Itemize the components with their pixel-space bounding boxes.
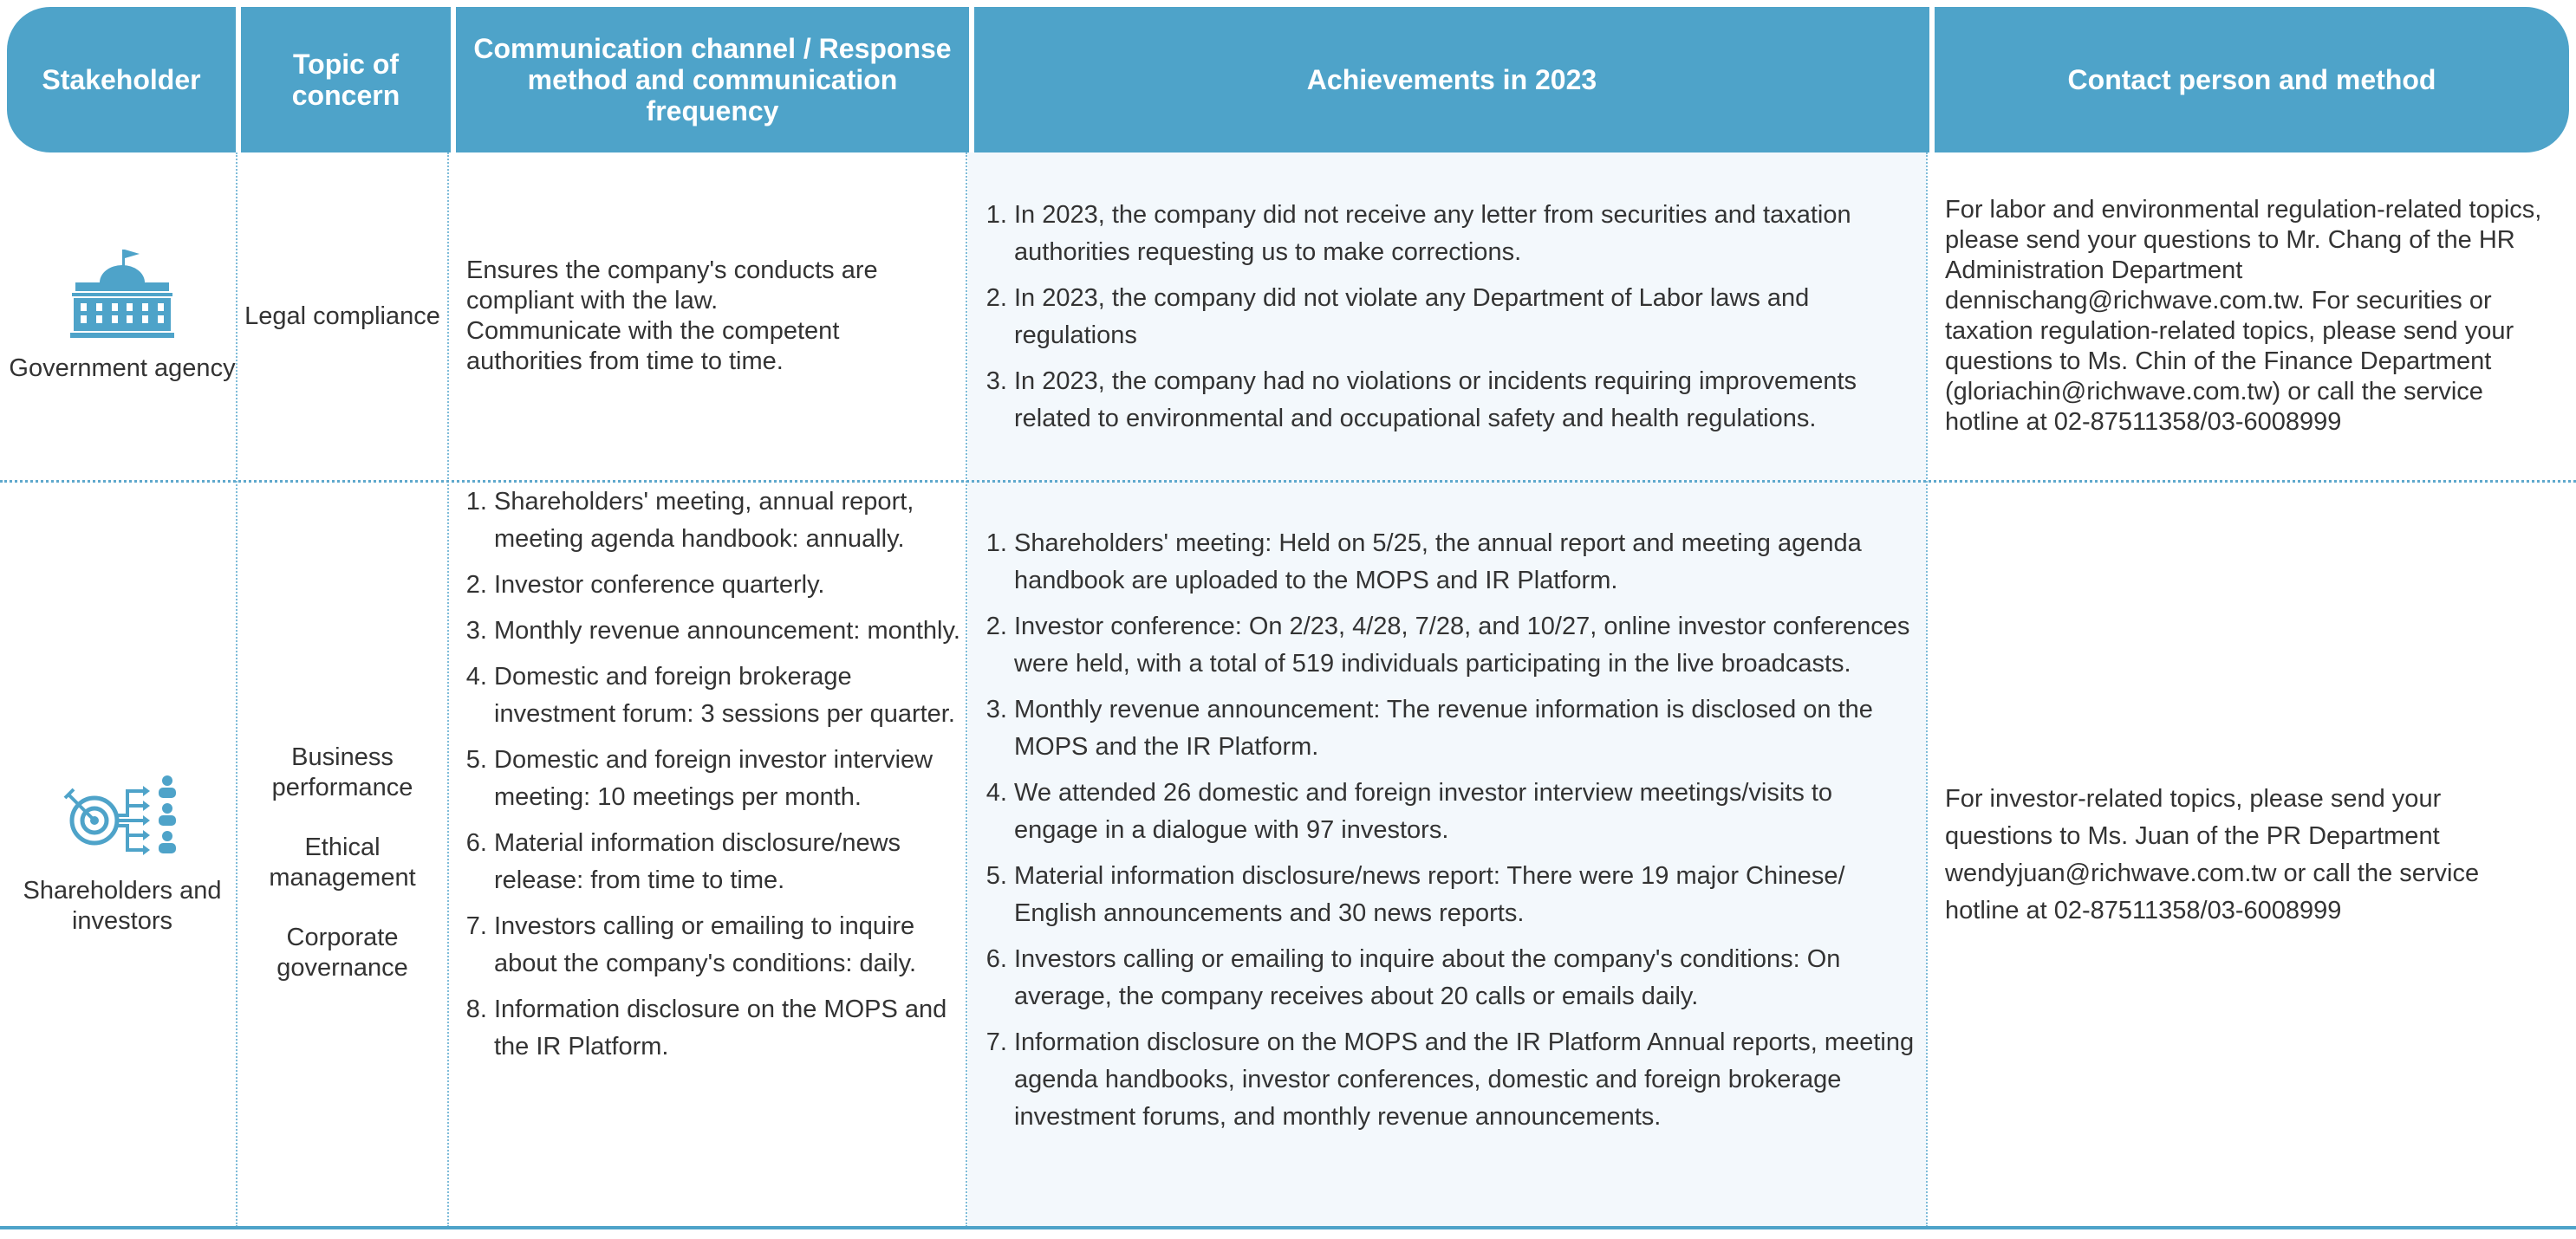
- list-item: 2. Investor conference: On 2/23, 4/28, 7/28, and 10/27, online investor conferences were held, with a total of 519 individuals participating in the live broadcasts.: [1014, 608, 1922, 683]
- list-item: 3. Monthly revenue announcement: The revenue information is disclosed on the MOPS and the IR Platform.: [1014, 691, 1922, 766]
- table-bottom-border: [0, 1226, 2576, 1229]
- header-stakeholder: Stakeholder: [42, 64, 201, 95]
- list-item: 7. Information disclosure on the MOPS and the IR Platform Annual reports, meeting agenda handbooks, investor conferences, domestic and foreign brokerage investment forums, and monthly revenue announcements.: [1014, 1024, 1922, 1136]
- column-divider: [966, 152, 967, 1227]
- list-item: 7. Investors calling or emailing to inquire about the company's conditions: daily.: [494, 908, 962, 983]
- contact-cell: [1945, 483, 2552, 1226]
- list-item: 5. Domestic and foreign investor interview meeting: 10 meetings per month.: [494, 742, 962, 816]
- contact-text: For labor and environmental regulation-related topics, please send your questions to Mr. Chang of the HR Administration Department dennischang@richwave.com.tw. For securities or taxation regulation-related topics, please send your questions to Ms. Chin of the Finance Department (gloriachin@richwave.com.tw) or call the service hotline at 02-87511358/03-6008999: [1945, 196, 2542, 436]
- channel-cell: [466, 152, 960, 480]
- government-building-icon: [70, 250, 174, 338]
- list-item: 6. Material information disclosure/news release: from time to time.: [494, 825, 962, 899]
- achievements-cell: [983, 483, 1922, 1226]
- list-item: 6. Investors calling or emailing to inquire about the company's conditions: On average, the company receives about 20 calls or emails daily.: [1014, 941, 1922, 1015]
- topic-item: Legal compliance: [244, 302, 440, 330]
- header-topic: Topic of concern: [291, 49, 400, 111]
- table-header: [7, 7, 2569, 152]
- stakeholder-cell: [9, 152, 236, 480]
- contact-text: For investor-related topics, please send your questions to Ms. Juan of the PR Department wendyjuan@richwave.com.tw or call the service hotline at 02-87511358/03-6008999: [1945, 784, 2480, 924]
- list-item: 3. Monthly revenue announcement: monthly.: [494, 613, 962, 650]
- stakeholder-name: Government agency: [9, 354, 236, 382]
- list-item: 1. Shareholders' meeting: Held on 5/25, the annual report and meeting agenda handbook are uploaded to the MOPS and IR Platform.: [1014, 525, 1922, 600]
- list-item: 2. Investor conference quarterly.: [494, 567, 962, 604]
- row-divider: [0, 480, 2576, 483]
- channel-cell: [463, 483, 962, 1226]
- list-item: 3. In 2023, the company had no violations or incidents requiring improvements related to environmental and occupational safety and health regulations.: [1014, 363, 1922, 438]
- topic-item: Corporate governance: [276, 923, 408, 982]
- achievements-list: [983, 197, 1922, 446]
- list-item: 2. In 2023, the company did not violate any Department of Labor laws and regulations: [1014, 280, 1922, 354]
- header-achievements: Achievements in 2023: [1306, 64, 1597, 95]
- channel-list: [463, 483, 962, 1074]
- list-item: 1. In 2023, the company did not receive any letter from securities and taxation authorities requesting us to make corrections.: [1014, 197, 1922, 271]
- list-item: 8. Information disclosure on the MOPS and the IR Platform.: [494, 991, 962, 1066]
- topic-cell: [237, 152, 447, 480]
- list-item: 1. Shareholders' meeting, annual report, meeting agenda handbook: annually.: [494, 483, 962, 558]
- list-item: 5. Material information disclosure/news report: There were 19 major Chinese/ English announcements and 30 news reports.: [1014, 858, 1922, 932]
- achievements-list: [983, 525, 1922, 1145]
- column-divider: [1926, 152, 1928, 1227]
- stakeholder-cell: [9, 483, 236, 1226]
- achievements-cell: [983, 152, 1922, 480]
- channel-text: Communicate with the competent authorities from time to time.: [466, 317, 840, 375]
- topic-item: Ethical management: [269, 833, 416, 892]
- header-channel: Communication channel / Response method and communication frequency: [473, 33, 952, 126]
- column-divider: [447, 152, 449, 1227]
- header-contact: Contact person and method: [2067, 64, 2436, 95]
- topic-item: Business performance: [271, 743, 413, 801]
- contact-cell: [1945, 152, 2552, 480]
- stakeholder-name: Shareholders and investors: [23, 876, 222, 935]
- channel-text: Ensures the company's conducts are compliant with the law.: [466, 256, 878, 315]
- list-item: 4. We attended 26 domestic and foreign investor interview meetings/visits to engage in a dialogue with 97 investors.: [1014, 775, 1922, 849]
- target-investors-icon: [63, 774, 181, 860]
- topic-cell: [237, 483, 447, 1226]
- list-item: 4. Domestic and foreign brokerage investment forum: 3 sessions per quarter.: [494, 658, 962, 733]
